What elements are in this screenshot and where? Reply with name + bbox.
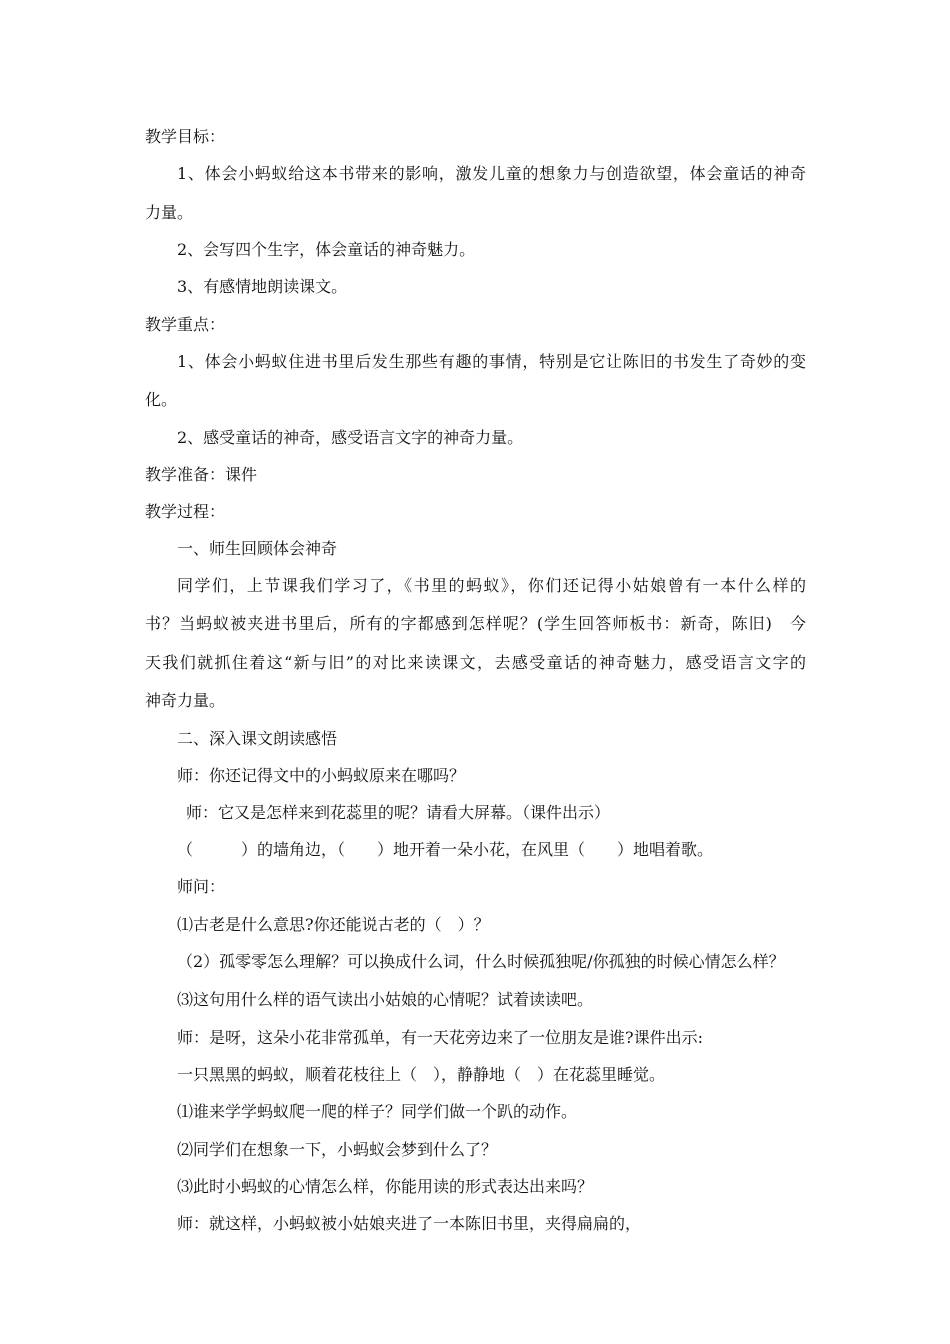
goal-2: 2、会写四个生字，体会童话的神奇魅力。 <box>177 240 476 259</box>
intro-line-2: 书？当蚂蚁被夹进书里后，所有的字都感到怎样呢？(学生回答师板书：新奇，陈旧) 今 <box>145 614 806 633</box>
section-1-title: 一、师生回顾体会神奇 <box>177 539 338 558</box>
fill-in-sentence-2: 一只黑黑的蚂蚁，顺着花枝往上（ ），静静地（ ）在花蕊里睡觉。 <box>177 1065 666 1084</box>
intro-line-1: 同学们，上节课我们学习了，《书里的蚂蚁》，你们还记得小姑娘曾有一本什么样的 <box>177 576 806 595</box>
focus-2: 2、感受童话的神奇，感受语言文字的神奇力量。 <box>177 428 524 447</box>
process-heading: 教学过程： <box>145 502 226 521</box>
teacher-line-2: 师：它又是怎样来到花蕊里的呢？请看大屏幕。（课件出示） <box>186 803 611 822</box>
focus-1-line-1: 1、体会小蚂蚁住进书里后发生那些有趣的事情，特别是它让陈旧的书发生了奇妙的变 <box>177 352 806 371</box>
prompt-2: ⑵同学们在想象一下，小蚂蚁会梦到什么了？ <box>177 1140 498 1159</box>
teacher-line-3: 师：是呀，这朵小花非常孤单，有一天花旁边来了一位朋友是谁?课件出示: <box>177 1028 703 1047</box>
teacher-line-1: 师：你还记得文中的小蚂蚁原来在哪吗？ <box>177 766 466 785</box>
teacher-line-4: 师：就这样，小蚂蚁被小姑娘夹进了一本陈旧书里，夹得扁扁的， <box>177 1214 642 1233</box>
section-2-title: 二、深入课文朗读感悟 <box>177 729 338 748</box>
prompt-3: ⑶此时小蚂蚁的心情怎么样，你能用读的形式表达出来吗？ <box>177 1177 594 1196</box>
prep-line: 教学准备：课件 <box>145 465 258 484</box>
question-3: ⑶这句用什么样的语气读出小姑娘的心情呢？试着读读吧。 <box>177 990 594 1009</box>
intro-line-4: 神奇力量。 <box>145 691 226 710</box>
goal-1-line-1: 1、体会小蚂蚁给这本书带来的影响，激发儿童的想象力与创造欲望，体会童话的神奇 <box>177 164 806 183</box>
question-2: （2）孤零零怎么理解？可以换成什么词，什么时候孤独呢/你孤独的时候心情怎么样？ <box>177 952 785 971</box>
question-1: ⑴古老是什么意思?你还能说古老的（ ）？ <box>177 915 490 934</box>
intro-line-3: 天我们就抓住着这“新与旧”的对比来读课文，去感受童话的神奇魅力，感受语言文字的 <box>145 653 806 672</box>
goal-1-line-2: 力量。 <box>145 203 194 222</box>
focus-1-line-2: 化。 <box>145 390 178 409</box>
teacher-asks-label: 师问： <box>177 877 226 896</box>
goals-heading: 教学目标： <box>145 127 226 146</box>
fill-in-sentence-1: （ ）的墙角边，（ ）地开着一朵小花，在风里（ ）地唱着歌。 <box>177 840 714 859</box>
focus-heading: 教学重点： <box>145 315 226 334</box>
goal-3: 3、有感情地朗读课文。 <box>177 277 348 296</box>
prompt-1: ⑴谁来学学蚂蚁爬一爬的样子？同学们做一个趴的动作。 <box>177 1102 578 1121</box>
